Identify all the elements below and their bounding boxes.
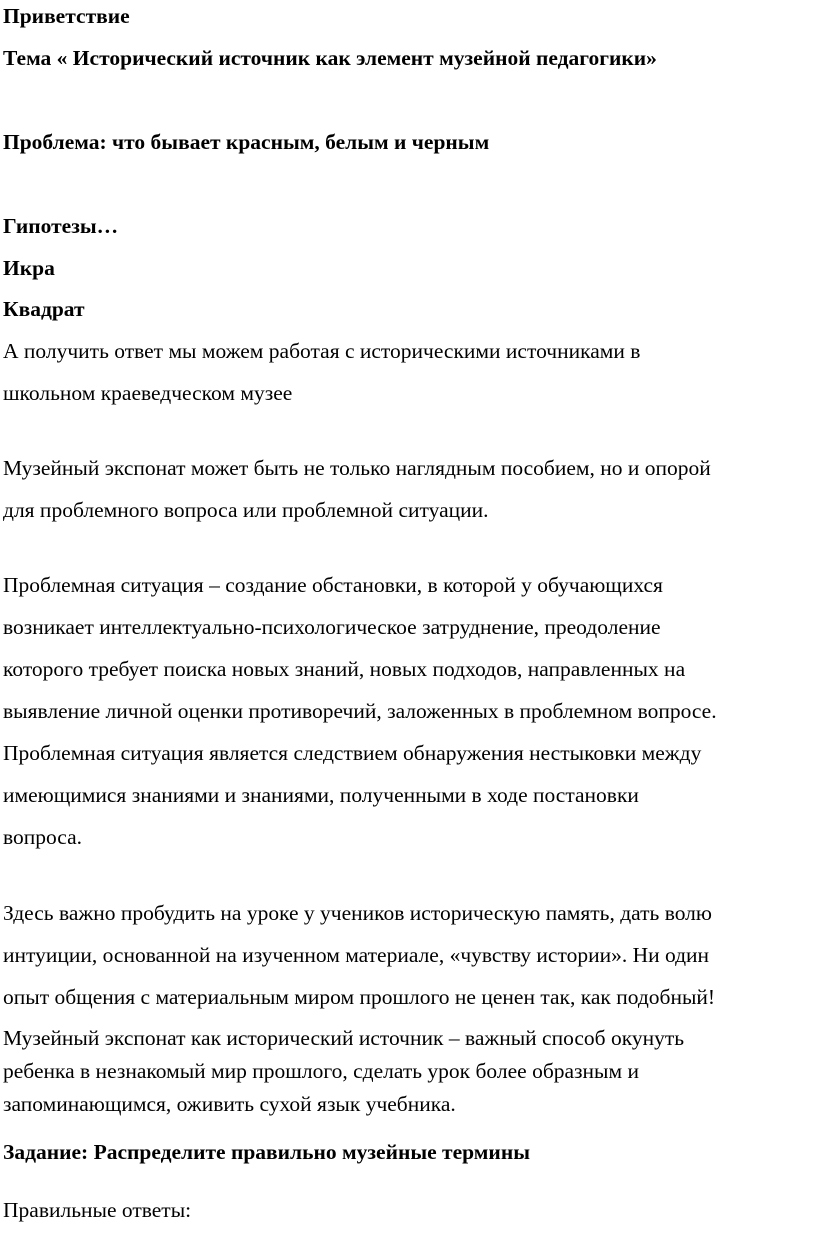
paragraph-line: которого требует поиска новых знаний, новых подходов, направленных на [3,657,686,681]
paragraph-line: Здесь важно пробудить на уроке у учеников историческую память, дать волю [3,901,712,925]
answers-label: Правильные ответы: [3,1198,192,1222]
topic-heading: Тема « Исторический источник как элемент музейной педагогики» [3,46,657,70]
paragraph-line: Музейный экспонат как исторический источник – важный способ окунуть [3,1026,685,1050]
problem-heading: Проблема: что бывает красным, белым и черным [3,130,490,154]
paragraph-line: Музейный экспонат может быть не только наглядным пособием, но и опорой [3,456,711,480]
paragraph-line: А получить ответ мы можем работая с историческими источниками в [3,339,641,363]
paragraph-line: опыт общения с материальным миром прошлого не ценен так, как подобный! [3,985,716,1009]
paragraph-line: возникает интеллектуально-психологическое затруднение, преодоление [3,615,661,639]
paragraph-line: для проблемного вопроса или проблемной ситуации. [3,498,489,522]
paragraph-line: ребенка в незнакомый мир прошлого, сделать урок более образным и [3,1059,639,1083]
paragraph-line: выявление личной оценки противоречий, заложенных в проблемном вопросе. [3,699,717,723]
paragraph-line: интуиции, основанной на изученном материале, «чувству истории». Ни один [3,943,710,967]
greeting-heading: Приветствие [3,4,130,28]
paragraph-line: школьном краеведческом музее [3,381,293,405]
hypothesis-item: Квадрат [3,297,85,321]
hypothesis-item: Икра [3,256,55,280]
paragraph-line: имеющимися знаниями и знаниями, полученными в ходе постановки [3,783,639,807]
paragraph-line: Проблемная ситуация – создание обстановки, в которой у обучающихся [3,573,663,597]
hypotheses-heading: Гипотезы… [3,214,119,238]
paragraph-line: вопроса. [3,825,83,849]
task-heading: Задание: Распределите правильно музейные термины [3,1140,530,1164]
paragraph-line: запоминающимся, оживить сухой язык учебника. [3,1092,456,1116]
paragraph-line: Проблемная ситуация является следствием обнаружения нестыковки между [3,741,702,765]
